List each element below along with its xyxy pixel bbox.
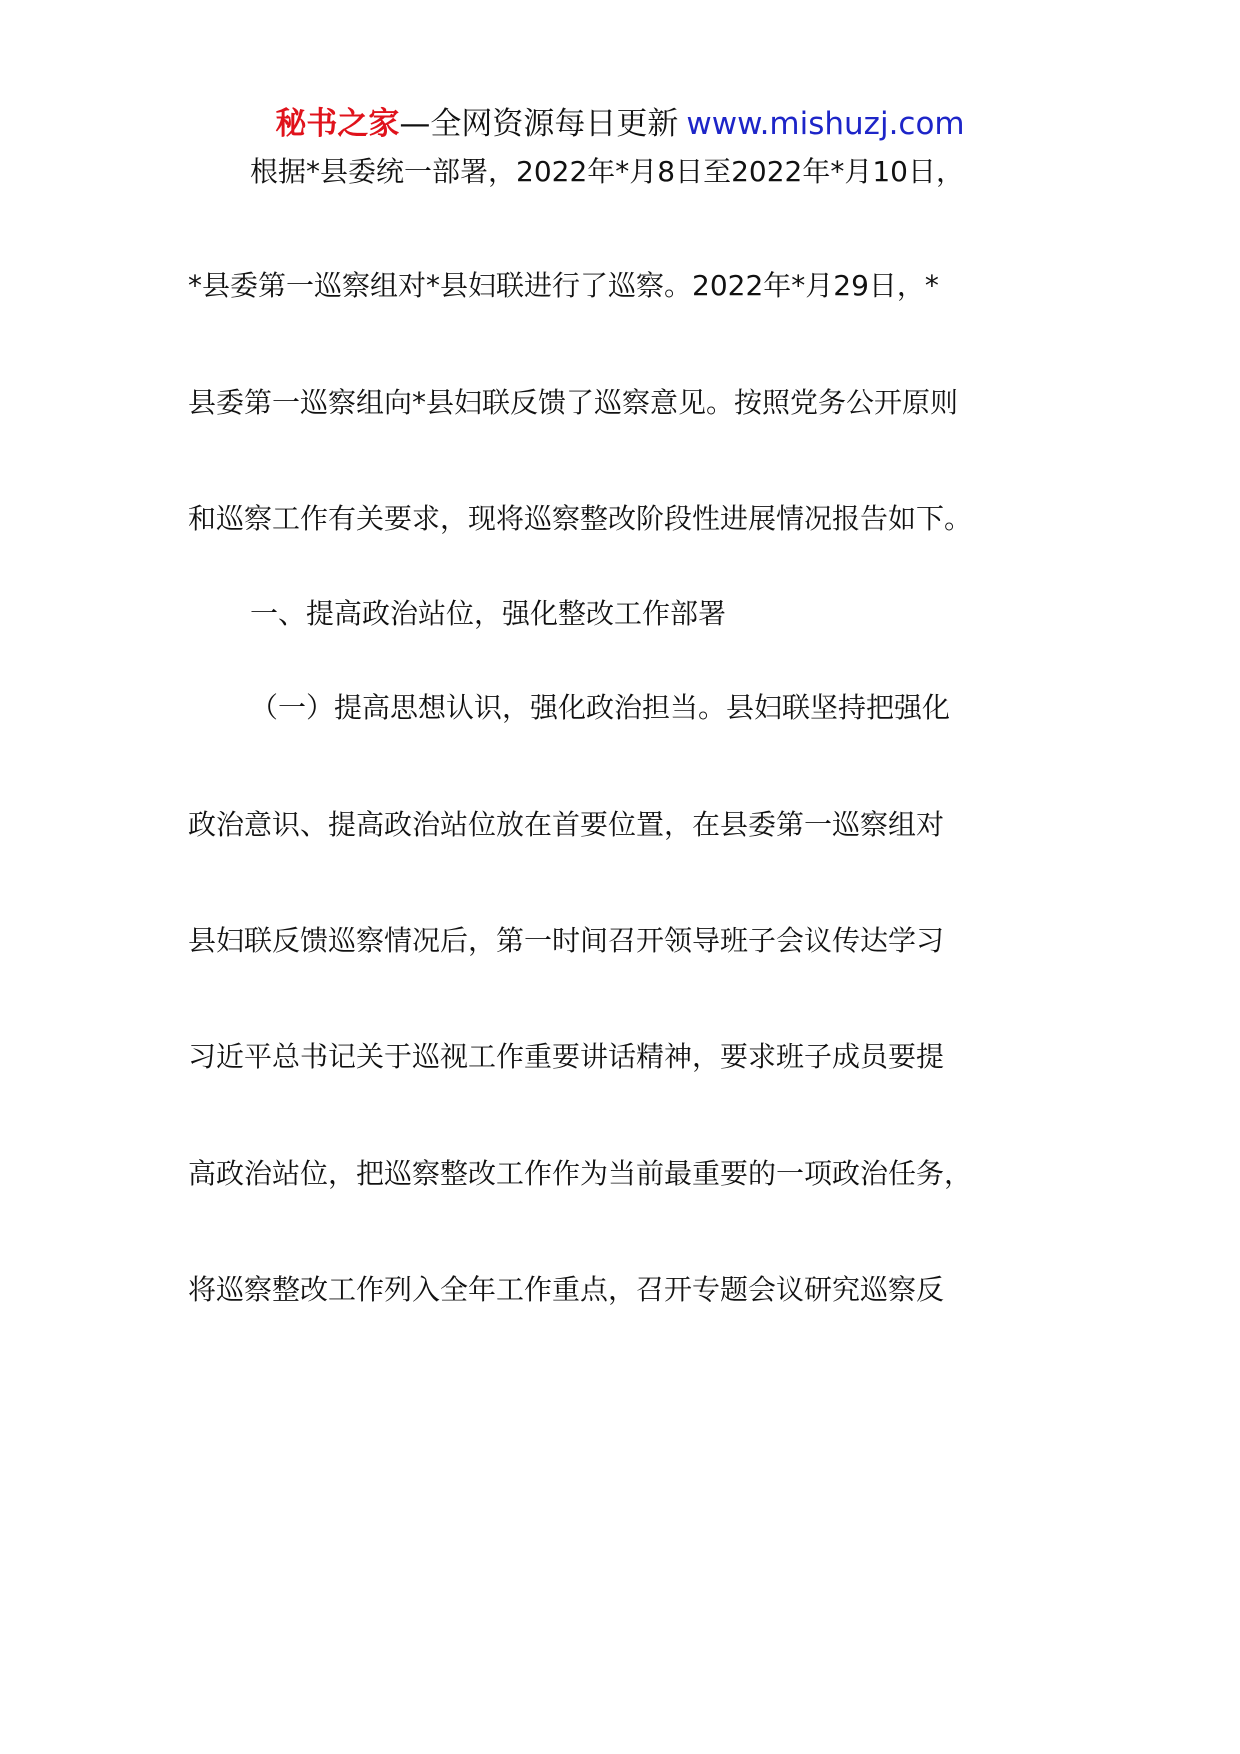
- brand-name: 秘书之家: [275, 106, 400, 142]
- site-header: [0, 100, 1240, 148]
- section-heading: 一、提高政治站位，强化整改工作部署: [250, 597, 727, 630]
- body-line: 和巡察工作有关要求，现将巡察整改阶段性进展情况报告如下。: [188, 502, 973, 535]
- body-line: 将巡察整改工作列入全年工作重点，召开专题会议研究巡察反: [188, 1273, 945, 1306]
- body-line: 县妇联反馈巡察情况后，第一时间召开领导班子会议传达学习: [188, 924, 945, 957]
- body-line: 习近平总书记关于巡视工作重要讲话精神，要求班子成员要提: [188, 1040, 945, 1073]
- site-url-link[interactable]: www.mishuzj.com: [686, 106, 965, 142]
- body-line: 县委第一巡察组向*县妇联反馈了巡察意见。按照党务公开原则: [188, 386, 959, 419]
- body-line: 高政治站位，把巡察整改工作作为当前最重要的一项政治任务，: [188, 1157, 973, 1190]
- body-line: 根据*县委统一部署，2022年*月8日至2022年*月10日，: [250, 155, 964, 188]
- header-tagline: —全网资源每日更新: [399, 106, 679, 142]
- body-line: 政治意识、提高政治站位放在首要位置，在县委第一巡察组对: [188, 808, 945, 841]
- body-line: *县委第一巡察组对*县妇联进行了巡察。2022年*月29日，*: [188, 269, 939, 302]
- subsection-paragraph-start: （一）提高思想认识，强化政治担当。县妇联坚持把强化: [250, 691, 951, 724]
